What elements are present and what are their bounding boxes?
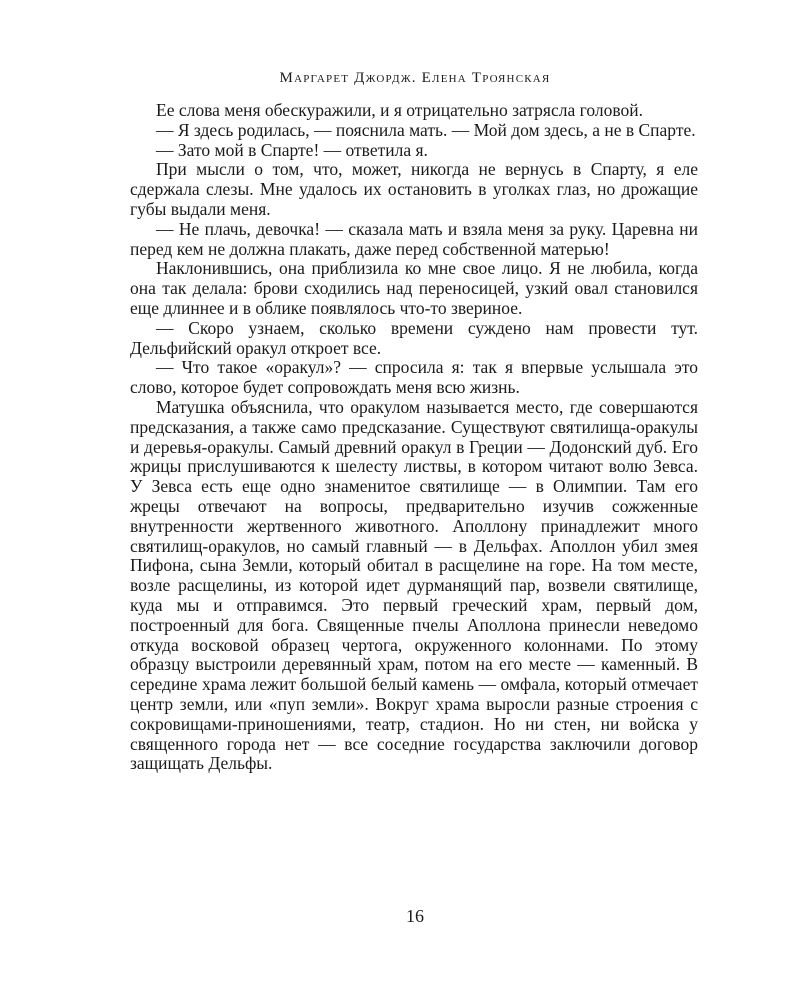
- paragraph: — Зато мой в Спарте! — ответила я.: [156, 139, 428, 160]
- paragraph: — Я здесь родилась, — пояснила мать. — Мой дом здесь, а не в Спарте.: [156, 119, 696, 140]
- paragraph: — Что такое «оракул»? — спросила я: так я впервые услышала это слово, которое будет сопровождать меня всю жизнь.: [130, 357, 698, 398]
- body-text: [130, 101, 698, 774]
- paragraph: Матушка объяснила, что оракулом называется место, где совершаются предсказания, а также само предсказание. Существуют святилища-оракулы и деревья-оракулы. Самый древний оракул в Греции — Додонский дуб. Его жрицы прислушиваются к шелесту листвы, в котором читают волю Зевса. У Зевса есть еще одно знаменитое святилище — в Олимпии. Там его жрецы отвечают на вопросы, предварительно изучив сожженные внутренности жертвенного животного. Аполлону принадлежит много святилищ-оракулов, но самый главный — в Дельфах. Аполлон убил змея Пифона, сына Земли, который обитал в расщелине на горе. На том месте, возле расщелины, из которой идет дурманящий пар, возвели святилище, куда мы и отправимся. Это первый греческий храм, первый дом, построенный для бога. Священные пчелы Аполлона принесли неведомо откуда восковой образец чертога, окруженного колоннами. По этому образцу выстроили деревянный храм, потом на его месте — каменный. В середине храма лежит большой белый камень — омфала, который отмечает центр земли, или «пуп земли». Вокруг храма выросли разные строения с сокровищами-приношениями, театр, стадион. Но ни стен, ни войска у священного города нет — все соседние государства заключили договор защищать Дельфы.: [130, 396, 698, 774]
- paragraph: — Не плачь, девочка! — сказала мать и взяла меня за руку. Царевна ни перед кем не должна плакать, даже перед собственной матерью!: [130, 218, 698, 259]
- page-number: 16: [406, 906, 424, 926]
- paragraph: Наклонившись, она приблизила ко мне свое лицо. Я не любила, когда она так делала: брови сходились над переносицей, узкий овал становился еще длиннее и в облике появлялось что-то звериное.: [130, 258, 698, 318]
- paragraph: Ее слова меня обескуражили, и я отрицательно затрясла головой.: [156, 100, 643, 120]
- paragraph: — Скоро узнаем, сколько времени суждено нам провести тут. Дельфийский оракул откроет все.: [130, 317, 698, 358]
- paragraph: При мысли о том, что, может, никогда не вернусь в Спарту, я еле сдержала слезы. Мне удалось их остановить в уголках глаз, но дрожащие губы выдали меня.: [130, 159, 698, 219]
- running-title: Маргарет Джордж. Елена Троянская: [279, 70, 551, 86]
